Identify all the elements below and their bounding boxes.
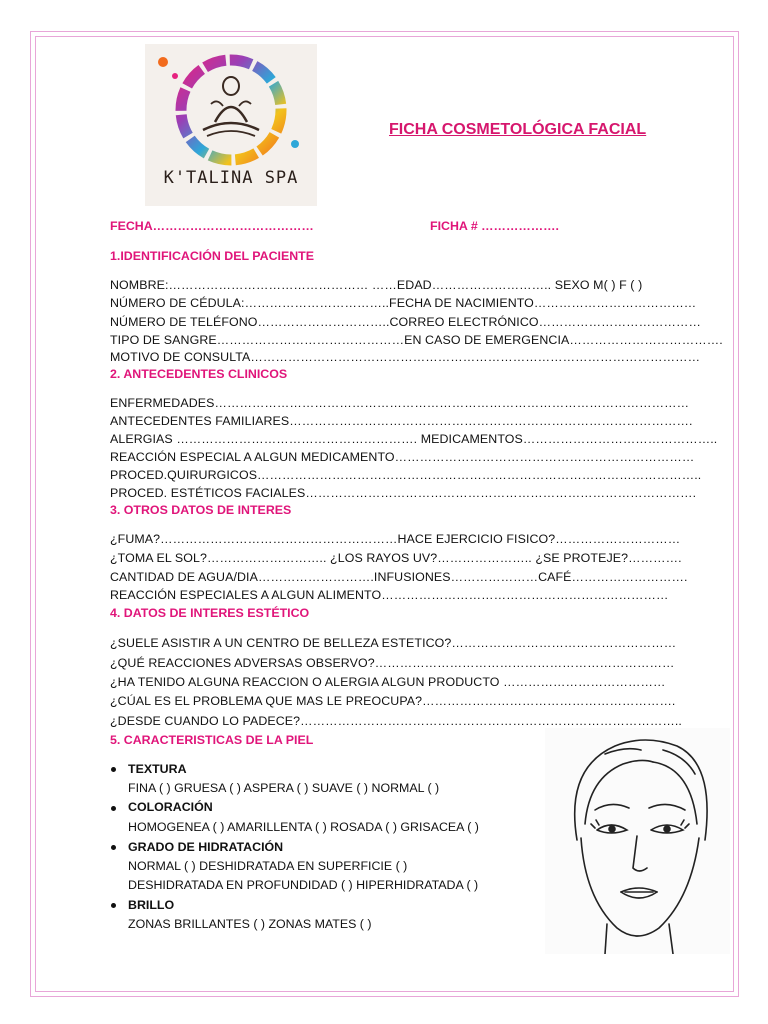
- section-heading-piel: 5. CARACTERISTICAS DE LA PIEL: [110, 733, 314, 747]
- section-heading-antecedentes: 2. ANTECEDENTES CLINICOS: [110, 367, 288, 381]
- spa-logo: [145, 44, 317, 206]
- section-heading-identificacion: 1.IDENTIFICACIÓN DEL PACIENTE: [110, 249, 315, 263]
- form-line[interactable]: NÚMERO DE CÉDULA:……………………………..FECHA DE NACIMIENTO…………………………………: [110, 296, 697, 310]
- form-line[interactable]: REACCIÓN ESPECIALES A ALGUN ALIMENTO……………………………………………………………: [110, 588, 669, 602]
- hidratacion-options-1[interactable]: NORMAL ( ) DESHIDRATADA EN SUPERFICIE ( ): [128, 859, 408, 873]
- section-heading-otros-datos: 3. OTROS DATOS DE INTERES: [110, 503, 292, 517]
- ficha-number-field[interactable]: FICHA # ……………….: [430, 219, 559, 233]
- logo-text: K'TALINA SPA: [163, 168, 299, 188]
- form-line[interactable]: ¿SUELE ASISTIR A UN CENTRO DE BELLEZA ESTETICO?………………………………………………: [110, 636, 677, 650]
- brillo-heading: BRILLO: [128, 898, 175, 912]
- coloracion-heading: COLORACIÓN: [128, 800, 213, 814]
- form-line[interactable]: NOMBRE:………………………………………… ……EDAD……………………….. SEXO M( ) F ( ): [110, 278, 643, 292]
- bullet: [111, 767, 116, 772]
- form-line[interactable]: PROCED. ESTÉTICOS FACIALES………………………………………………………………………………….: [110, 486, 697, 500]
- brillo-options[interactable]: ZONAS BRILLANTES ( ) ZONAS MATES ( ): [128, 917, 372, 931]
- form-line[interactable]: TIPO DE SANGRE………………………………………EN CASO DE EMERGENCIA……………………………….: [110, 333, 723, 347]
- hidratacion-options-2[interactable]: DESHIDRATADA EN PROFUNDIDAD ( ) HIPERHIDRATADA ( ): [128, 878, 479, 892]
- form-line[interactable]: ¿CÚAL ES EL PROBLEMA QUE MAS LE PREOCUPA?…………………………………………………….: [110, 694, 676, 708]
- face-outline-graphic: [545, 728, 730, 954]
- form-line[interactable]: CANTIDAD DE AGUA/DIA……………………….INFUSIONES…………………CAFÉ……………………….: [110, 570, 688, 584]
- form-line[interactable]: ¿DESDE CUANDO LO PADECE?………………………………………………………………………………..: [110, 714, 682, 728]
- face-diagram: [545, 728, 730, 954]
- textura-heading: TEXTURA: [128, 762, 187, 776]
- form-line[interactable]: REACCIÓN ESPECIAL A ALGUN MEDICAMENTO………………………………………………………………: [110, 450, 695, 464]
- form-line[interactable]: ALERGIAS …………………………………………………. MEDICAMENTOS………………………………………..: [110, 432, 718, 446]
- form-line[interactable]: ¿TOMA EL SOL?……………………….. ¿LOS RAYOS UV?………………….. ¿SE PROTEJE?………….: [110, 551, 682, 565]
- textura-options[interactable]: FINA ( ) GRUESA ( ) ASPERA ( ) SUAVE ( ) NORMAL ( ): [128, 781, 440, 795]
- bullet: [111, 845, 116, 850]
- section-heading-estetico: 4. DATOS DE INTERES ESTÉTICO: [110, 606, 310, 620]
- form-line[interactable]: ¿FUMA?…………………………………………………HACE EJERCICIO FISICO?…………………………: [110, 532, 681, 546]
- coloracion-options[interactable]: HOMOGENEA ( ) AMARILLENTA ( ) ROSADA ( ) GRISACEA ( ): [128, 820, 479, 834]
- form-line[interactable]: ANTECEDENTES FAMILIARES…………………………………………………………………………………….: [110, 414, 693, 428]
- form-line[interactable]: NÚMERO DE TELÉFONO…………………………..CORREO ELECTRÓNICO…………………………………: [110, 315, 702, 329]
- page-title: FICHA COSMETOLÓGICA FACIAL: [389, 121, 647, 138]
- bullet: [111, 806, 116, 811]
- form-line[interactable]: PROCED.QUIRURGICOS……………………………………………………………………………………………..: [110, 468, 702, 482]
- bullet: [111, 903, 116, 908]
- hidratacion-heading: GRADO DE HIDRATACIÓN: [128, 840, 284, 854]
- fecha-field[interactable]: FECHA…………………………………: [110, 219, 314, 233]
- form-line[interactable]: ENFERMEDADES……………………………………………………………………………………………………: [110, 396, 690, 410]
- form-line[interactable]: ¿HA TENIDO ALGUNA REACCION O ALERGIA ALGUN PRODUCTO …………………………………: [110, 675, 666, 689]
- form-line[interactable]: ¿QUÉ REACCIONES ADVERSAS OBSERVO?………………………………………………………………: [110, 656, 675, 670]
- form-line[interactable]: MOTIVO DE CONSULTA………………………………………………………………………………………………: [110, 350, 701, 364]
